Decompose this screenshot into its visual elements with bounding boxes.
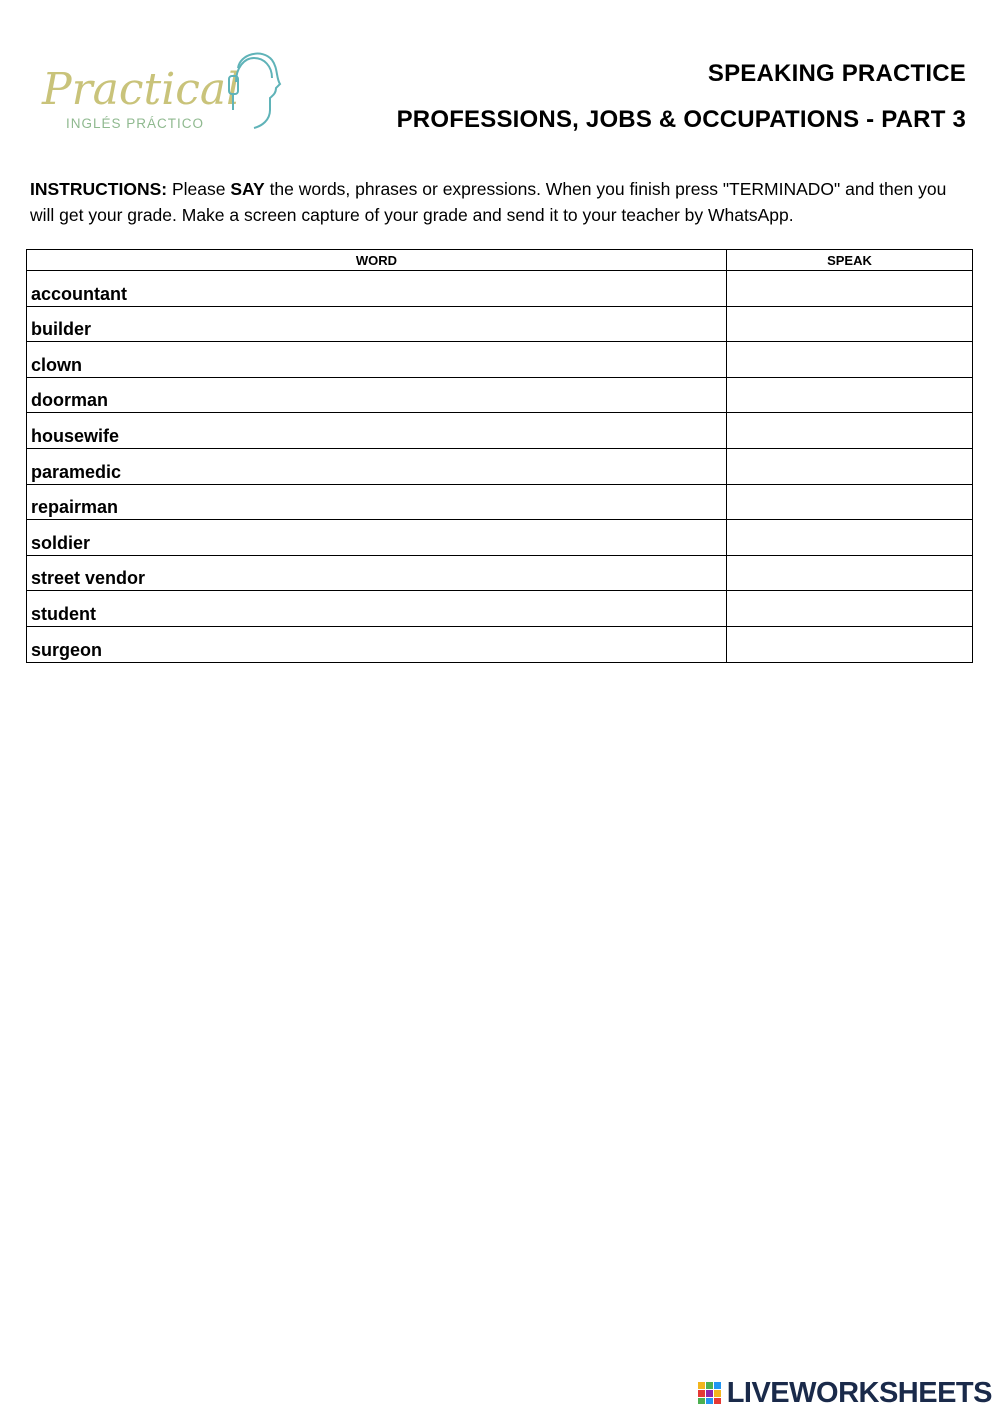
word-cell: clown	[27, 342, 727, 378]
word-cell: street vendor	[27, 555, 727, 591]
speak-button-cell[interactable]	[727, 377, 973, 413]
logo-subtitle: INGLÉS PRÁCTICO	[66, 116, 205, 131]
column-header-speak: SPEAK	[727, 250, 973, 271]
table-row	[27, 377, 973, 413]
word-cell: paramedic	[27, 448, 727, 484]
speak-button-cell[interactable]	[727, 520, 973, 556]
page-subtitle: PROFESSIONS, JOBS & OCCUPATIONS - PART 3	[396, 106, 966, 133]
table-row	[27, 271, 973, 307]
table-row	[27, 448, 973, 484]
instructions-paragraph	[30, 176, 970, 228]
table-row	[27, 413, 973, 449]
liveworksheets-brand-text: LIVEWORKSHEETS	[726, 1376, 992, 1409]
speak-button-cell[interactable]	[727, 626, 973, 662]
liveworksheets-logo-icon	[697, 1381, 723, 1405]
instructions-text-1: Please	[167, 179, 231, 199]
word-cell: doorman	[27, 377, 727, 413]
table-row	[27, 555, 973, 591]
speak-button-cell[interactable]	[727, 306, 973, 342]
column-header-word: WORD	[27, 250, 727, 271]
word-cell: surgeon	[27, 626, 727, 662]
instructions-say: SAY	[230, 179, 265, 199]
table-row	[27, 342, 973, 378]
table-row	[27, 520, 973, 556]
word-cell: repairman	[27, 484, 727, 520]
practical-logo-graphic	[40, 48, 290, 138]
table-row	[27, 591, 973, 627]
liveworksheets-footer[interactable]	[697, 1373, 992, 1413]
practical-logo	[40, 48, 290, 138]
word-cell: soldier	[27, 520, 727, 556]
table-row	[27, 626, 973, 662]
words-table	[26, 249, 973, 663]
word-cell: accountant	[27, 271, 727, 307]
page-title: SPEAKING PRACTICE	[707, 60, 966, 87]
speak-button-cell[interactable]	[727, 591, 973, 627]
table-row	[27, 484, 973, 520]
speak-button-cell[interactable]	[727, 271, 973, 307]
speak-button-cell[interactable]	[727, 555, 973, 591]
word-cell: student	[27, 591, 727, 627]
table-header-row	[27, 250, 973, 271]
word-cell: builder	[27, 306, 727, 342]
word-cell: housewife	[27, 413, 727, 449]
speak-button-cell[interactable]	[727, 484, 973, 520]
logo-script-text: Practical	[42, 64, 241, 115]
instructions-text-2: the words, phrases or expressions. When you finish press "TERMINADO" and then you will get your grade. Make a screen capture of your grade and send it to your teacher by WhatsApp.	[30, 179, 947, 225]
table-row	[27, 306, 973, 342]
instructions-label: INSTRUCTIONS:	[30, 179, 168, 199]
speak-button-cell[interactable]	[727, 413, 973, 449]
speak-button-cell[interactable]	[727, 448, 973, 484]
speak-button-cell[interactable]	[727, 342, 973, 378]
